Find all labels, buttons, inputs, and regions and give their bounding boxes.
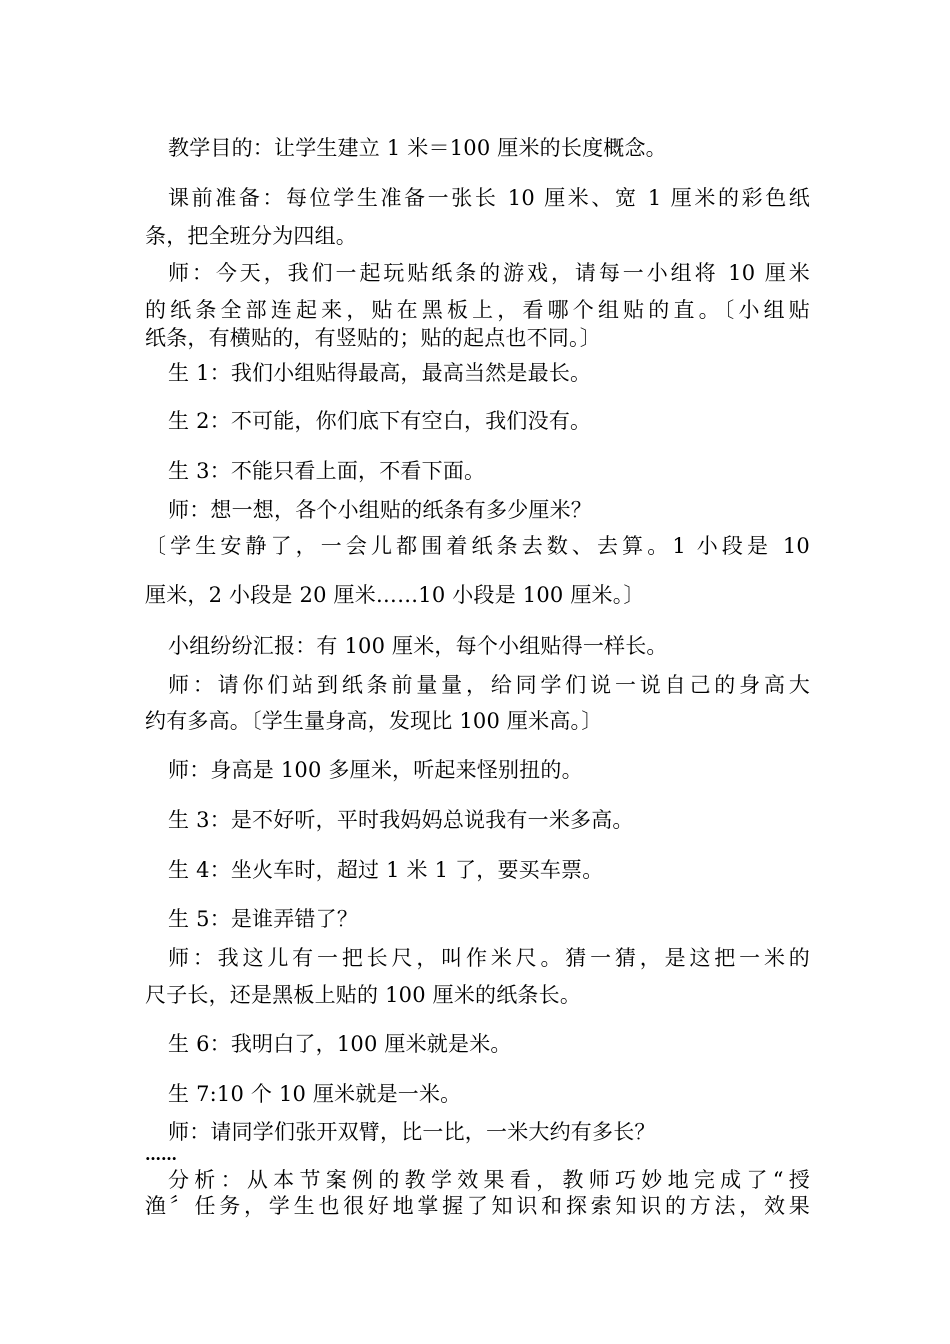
paragraph-teacher-1-line-3: 纸条，有横贴的，有竖贴的；贴的起点也不同。〕 [145,326,601,350]
paragraph-teacher-3-line-1: 师：请你们站到纸条前量量，给同学们说一说自己的身高大 [168,673,810,697]
paragraph-students-count-line-1: 〔学生安静了，一会儿都围着纸条去数、去算。1 小段是 10 [145,534,810,558]
paragraph-students-count-line-2: 厘米，2 小段是 20 厘米……10 小段是 100 厘米。〕 [145,583,645,607]
paragraph-teacher-2: 师：想一想，各个小组贴的纸条有多少厘米？ [168,498,592,522]
ellipsis-text: …… [145,1145,177,1164]
paragraph-teacher-4: 师：身高是 100 多厘米，听起来怪别扭的。 [168,758,583,782]
paragraph-teacher-5-line-1: 师：我这儿有一把长尺，叫作米尺。猜一猜，是这把一米的 [168,946,810,970]
paragraph-student-3: 生 3：不能只看上面，不看下面。 [168,459,486,483]
paragraph-student-1: 生 1：我们小组贴得最高，最高当然是最长。 [168,361,592,385]
paragraph-preparation-line-2: 条，把全班分为四组。 [145,224,357,248]
paragraph-student-4: 生 4：坐火车时，超过 1 米 1 了，要买车票。 [168,858,604,882]
paragraph-teaching-goal: 教学目的：让学生建立 1 米＝100 厘米的长度概念。 [168,136,667,160]
paragraph-student-7: 生 7:10 个 10 厘米就是一米。 [168,1082,462,1106]
paragraph-student-5: 生 5：是谁弄错了？ [168,907,359,931]
paragraph-teacher-6: 师：请同学们张开双臂，比一比，一米大约有多长？ [168,1120,656,1144]
paragraph-group-report: 小组纷纷汇报：有 100 厘米，每个小组贴得一样长。 [168,634,668,658]
paragraph-teacher-5-line-2: 尺子长，还是黑板上贴的 100 厘米的纸条长。 [145,983,582,1007]
paragraph-teacher-1-line-2: 的纸条全部连起来，贴在黑板上，看哪个组贴的直。〔小组贴 [145,298,810,322]
paragraph-preparation-line-1: 课前准备：每位学生准备一张长 10 厘米、宽 1 厘米的彩色纸 [168,186,810,210]
paragraph-analysis-line-2: 渔〞任务，学生也很好地掌握了知识和探索知识的方法，效果 [145,1194,810,1218]
paragraph-student-2: 生 2：不可能，你们底下有空白，我们没有。 [168,409,592,433]
paragraph-student-3b: 生 3：是不好听，平时我妈妈总说我有一米多高。 [168,808,634,832]
paragraph-teacher-1-line-1: 师：今天，我们一起玩贴纸条的游戏，请每一小组将 10 厘米 [168,261,810,285]
paragraph-analysis-line-1: 分析：从本节案例的教学效果看，教师巧妙地完成了“授 [168,1168,810,1192]
paragraph-teacher-3-line-2: 约有多高。〔学生量身高，发现比 100 厘米高。〕 [145,709,603,733]
paragraph-student-6: 生 6：我明白了，100 厘米就是米。 [168,1032,512,1056]
